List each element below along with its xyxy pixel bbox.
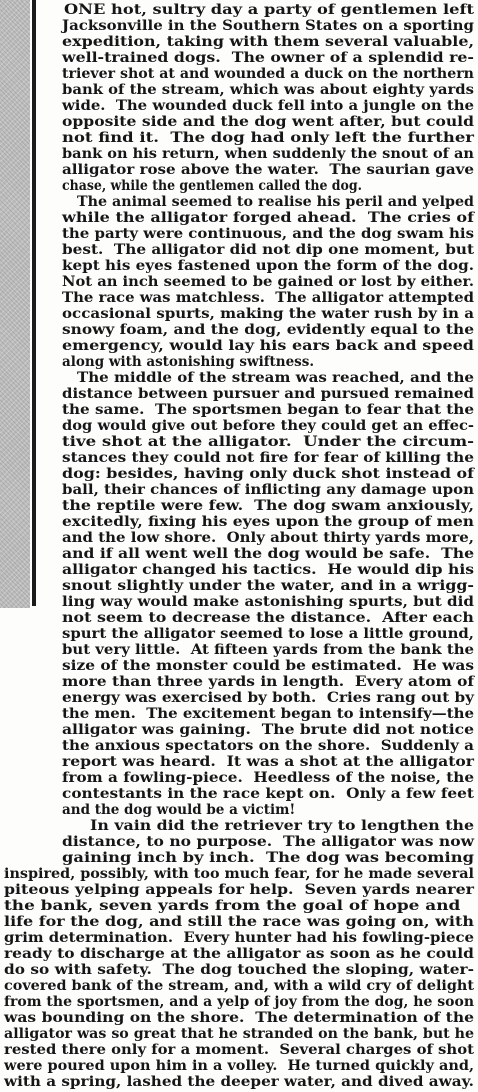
text-line: rested there only for a moment. Several charges of shot	[4, 1042, 475, 1058]
text-line: and the dog would be a victim!	[62, 802, 296, 818]
text-line: stances they could not fire for fear of killing the	[62, 450, 474, 466]
text-line: dog would give out before they could get an effec-	[62, 418, 475, 434]
text-line: spurt the alligator seemed to lose a little ground,	[62, 626, 474, 642]
text-line: In vain did the retriever try to lengthen the	[90, 818, 474, 834]
text-line: ling way would make astonishing spurts, but did	[62, 594, 475, 610]
text-line: distance, to no purpose. The alligator was now	[62, 834, 475, 850]
text-line: snout slightly under the water, and in a wrigg-	[62, 578, 475, 594]
text-line: and the low shore. Only about thirty yards more,	[62, 530, 475, 546]
text-line: from a fowling-piece. Heedless of the noise, the	[62, 770, 475, 786]
text-line: ready to discharge at the alligator as soon as he could	[4, 946, 474, 962]
text-line: ball, their chances of inflicting any damage upon	[62, 482, 474, 498]
text-line: bank on his return, when suddenly the snout of an	[62, 146, 475, 162]
text-line: were poured upon him in a volley. He turned quickly and,	[4, 1058, 475, 1074]
column-rule	[32, 0, 36, 606]
text-line: report was heard. It was a shot at the alligator	[62, 754, 475, 770]
text-line: dog: besides, having only duck shot instead of	[62, 466, 474, 482]
text-line: triever shot at and wounded a duck on the northern	[62, 66, 474, 82]
text-line: inspired, possibly, with too much fear, for he made several	[4, 866, 474, 882]
text-line: the reptile were few. The dog swam anxiously,	[62, 498, 474, 514]
text-line: with a spring, lashed the deeper water, and dived away.	[4, 1074, 474, 1090]
text-line: bank of the stream, which was about eighty yards	[62, 82, 475, 98]
text-line: excitedly, fixing his eyes upon the group of men	[62, 514, 474, 530]
text-line: best. The alligator did not dip one moment, but	[62, 242, 475, 258]
text-line: alligator changed his tactics. He would dip his	[62, 562, 475, 578]
text-line: alligator was so great that he stranded on the bank, but he	[4, 1026, 475, 1042]
text-line: do so with safety. The dog touched the sloping, water-	[4, 962, 475, 978]
text-line: and if all went well the dog would be safe. The	[62, 546, 475, 562]
text-line: The middle of the stream was reached, and the	[77, 370, 475, 386]
text-line: gaining inch by inch. The dog was becoming	[62, 850, 474, 866]
text-line: kept his eyes fastened upon the form of the dog.	[62, 258, 475, 274]
text-line: the men. The excitement began to intensify—the	[62, 706, 474, 722]
text-line: was bounding on the shore. The determination of the	[4, 1010, 475, 1026]
text-line: opposite side and the dog went after, but could	[62, 114, 475, 130]
text-line: wide. The wounded duck fell into a jungle on the	[62, 98, 474, 114]
text-line: snowy foam, and the dog, evidently equal to the	[62, 322, 475, 338]
text-line: from the sportsmen, and a yelp of joy from the dog, he soon	[4, 994, 475, 1010]
text-line: size of the monster could be estimated. He was	[62, 658, 475, 674]
text-line: piteous yelping appeals for help. Seven yards nearer	[4, 882, 474, 898]
text-line: more than three yards in length. Every atom of	[62, 674, 474, 690]
text-line: Not an inch seemed to be gained or lost by either.	[62, 274, 475, 290]
text-line: alligator was gaining. The brute did not notice	[62, 722, 474, 738]
text-line: covered bank of the stream, and, with a wild cry of delight	[4, 978, 474, 994]
text-line: the anxious spectators on the shore. Suddenly a	[62, 738, 474, 754]
text-line: chase, while the gentlemen called the dog.	[62, 178, 363, 194]
text-line: but very little. At fifteen yards from the bank the	[62, 642, 474, 658]
left-margin-shading	[0, 0, 30, 608]
text-line: The race was matchless. The alligator attempted	[62, 290, 474, 306]
text-line: alligator rose above the water. The saurian gave	[62, 162, 475, 178]
text-line: well-trained dogs. The owner of a splendid re-	[62, 50, 474, 66]
text-line: ONE hot, sultry day a party of gentlemen left	[64, 2, 475, 18]
text-line: the party were continuous, and the dog swam his	[62, 226, 475, 242]
text-line: distance between pursuer and pursued remained	[62, 386, 475, 402]
text-line: expedition, taking with them several valuable,	[62, 34, 474, 50]
text-line: life for the dog, and still the race was going on, with	[4, 914, 474, 930]
text-line: contestants in the race kept on. Only a few feet	[62, 786, 475, 802]
text-line: along with astonishing swiftness.	[62, 354, 315, 370]
text-line: The animal seemed to realise his peril and yelped	[77, 194, 474, 210]
text-line: Jacksonville in the Southern States on a sporting	[62, 18, 475, 34]
text-line: while the alligator forged ahead. The cries of	[62, 210, 475, 226]
text-line: grim determination. Every hunter had his fowling-piece	[4, 930, 475, 946]
text-line: not seem to decrease the distance. After each	[62, 610, 474, 626]
text-line: not find it. The dog had only left the further	[62, 130, 474, 146]
text-line: emergency, would lay his ears back and speed	[62, 338, 475, 354]
text-line: energy was exercised by both. Cries rang out by	[62, 690, 475, 706]
text-line: occasional spurts, making the water rush by in a	[62, 306, 474, 322]
text-line: the bank, seven yards from the goal of hope and	[4, 898, 461, 914]
text-line: the same. The sportsmen began to fear that the	[62, 402, 475, 418]
text-line: tive shot at the alligator. Under the circum-	[62, 434, 475, 450]
